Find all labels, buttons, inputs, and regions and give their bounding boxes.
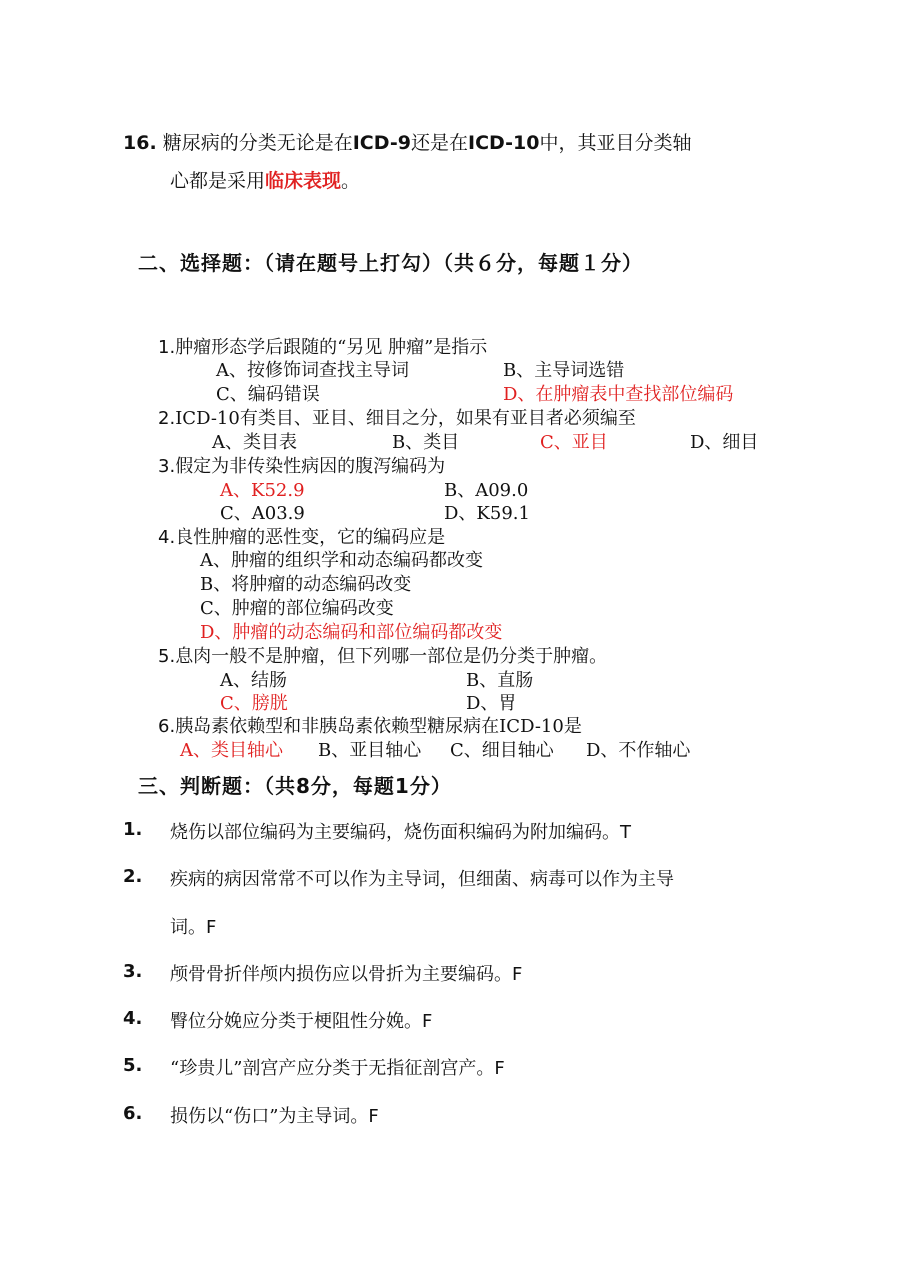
mc-q5-option-d[interactable]: D、胃	[466, 693, 517, 714]
mc-q5-stem: 息肉一般不是肿瘤，但下列哪一部位是仍分类于肿瘤。	[175, 646, 608, 667]
q16-line1	[123, 128, 691, 155]
q16-icd10: ICD-10	[468, 132, 540, 154]
mc-q3-stem: 假定为非传染性病因的腹泻编码为	[175, 456, 446, 477]
q16-text-1: 糖尿病的分类无论是在	[162, 132, 353, 154]
tf-item-3	[170, 960, 522, 986]
tf-5-answer: F	[494, 1058, 505, 1079]
mc-q6-option-a[interactable]: A、类目轴心	[180, 740, 283, 761]
mc-q1-option-b[interactable]: B、主导词选错	[503, 360, 625, 381]
mc-question-5	[158, 642, 607, 668]
tf-5-number: 5.	[123, 1055, 143, 1076]
mc-q4-option-c[interactable]: C、肿瘤的部位编码改变	[200, 598, 394, 619]
tf-1-answer: T	[620, 822, 631, 843]
mc-q5-number: 5.	[158, 646, 176, 667]
mc-q1-option-d[interactable]: D、在肿瘤表中查找部位编码	[503, 384, 734, 405]
tf-1-number: 1.	[123, 819, 143, 840]
tf-item-5	[170, 1054, 505, 1080]
mc-q6-stem: 胰岛素依赖型和非胰岛素依赖型糖尿病在ICD-10是	[175, 716, 582, 737]
q16-highlight: 临床表现	[265, 170, 342, 192]
tf-3-answer: F	[512, 964, 523, 985]
mc-q2-option-b[interactable]: B、类目	[392, 432, 460, 453]
tf-4-text: 臀位分娩应分类于梗阻性分娩。	[170, 1011, 422, 1032]
mc-question-3	[158, 452, 445, 478]
mc-q6-number: 6.	[158, 716, 176, 737]
mc-q6-option-d[interactable]: D、不作轴心	[586, 740, 691, 761]
q16-line2	[170, 166, 360, 193]
tf-3-text: 颅骨骨折伴颅内损伤应以骨折为主要编码。	[170, 964, 512, 985]
mc-q4-option-b[interactable]: B、将肿瘤的动态编码改变	[200, 574, 412, 595]
q16-text-2: 还是在	[410, 132, 468, 154]
tf-6-text: 损伤以“伤口”为主导词。	[170, 1106, 369, 1127]
tf-item-2: 疾病的病因常常不可以作为主导词，但细菌、病毒可以作为主导	[170, 869, 674, 890]
mc-question-6	[158, 712, 582, 738]
tf-2-answer: F	[206, 917, 217, 938]
tf-item-2-continued	[170, 913, 216, 939]
mc-q4-option-d[interactable]: D、肿瘤的动态编码和部位编码都改变	[200, 622, 503, 643]
mc-q4-option-a[interactable]: A、肿瘤的组织学和动态编码都改变	[200, 550, 483, 571]
tf-3-number: 3.	[123, 961, 143, 982]
mc-q2-option-a[interactable]: A、类目表	[212, 432, 297, 453]
section2-heading: 二、选择题：（请在题号上打勾）（共６分，每题１分）	[138, 251, 643, 275]
tf-6-answer: F	[368, 1106, 379, 1127]
tf-5-text: “珍贵儿”剖宫产应分类于无指征剖宫产。	[170, 1058, 495, 1079]
tf-item-1	[170, 818, 631, 844]
mc-q1-number: 1.	[158, 337, 176, 358]
mc-q2-number: 2.	[158, 408, 176, 429]
mc-q6-option-c[interactable]: C、细目轴心	[450, 740, 554, 761]
mc-q1-option-a[interactable]: A、按修饰词查找主导词	[216, 360, 409, 381]
mc-q3-option-a[interactable]: A、K52.9	[220, 480, 305, 501]
q16-text-3: 中，其亚目分类轴	[539, 132, 692, 154]
tf-2-text-cont: 词。	[170, 917, 206, 938]
q16-text-5: 。	[341, 170, 361, 192]
mc-q2-stem: ICD-10有类目、亚目、细目之分，如果有亚目者必须编至	[175, 408, 636, 429]
mc-q3-option-b[interactable]: B、A09.0	[444, 480, 529, 501]
mc-q5-option-b[interactable]: B、直肠	[466, 670, 534, 691]
mc-q5-option-a[interactable]: A、结肠	[220, 670, 287, 691]
section3-heading: 三、判断题：（共8分，每题1分）	[138, 774, 452, 798]
tf-4-answer: F	[422, 1011, 433, 1032]
mc-q3-option-c[interactable]: C、A03.9	[220, 503, 305, 524]
tf-item-6	[170, 1102, 379, 1128]
q16-text-4: 心都是采用	[170, 170, 266, 192]
mc-q1-option-c[interactable]: C、编码错误	[216, 384, 320, 405]
mc-q1-stem: 肿瘤形态学后跟随的“另见 肿瘤”是指示	[175, 337, 488, 358]
mc-q2-option-c[interactable]: C、亚目	[540, 432, 608, 453]
tf-4-number: 4.	[123, 1008, 143, 1029]
mc-q2-option-d[interactable]: D、细目	[690, 432, 759, 453]
q16-icd9: ICD-9	[352, 132, 411, 154]
tf-2-number: 2.	[123, 866, 143, 887]
mc-q4-number: 4.	[158, 527, 176, 548]
mc-q3-number: 3.	[158, 456, 176, 477]
tf-6-number: 6.	[123, 1103, 143, 1124]
tf-1-text: 烧伤以部位编码为主要编码，烧伤面积编码为附加编码。	[170, 822, 620, 843]
mc-q5-option-c[interactable]: C、膀胱	[220, 693, 288, 714]
mc-q6-option-b[interactable]: B、亚目轴心	[318, 740, 422, 761]
tf-item-4	[170, 1007, 432, 1033]
mc-q4-stem: 良性肿瘤的恶性变，它的编码应是	[175, 527, 446, 548]
mc-q3-option-d[interactable]: D、K59.1	[444, 503, 530, 524]
mc-question-2	[158, 404, 636, 430]
q16-number: 16.	[123, 132, 157, 154]
